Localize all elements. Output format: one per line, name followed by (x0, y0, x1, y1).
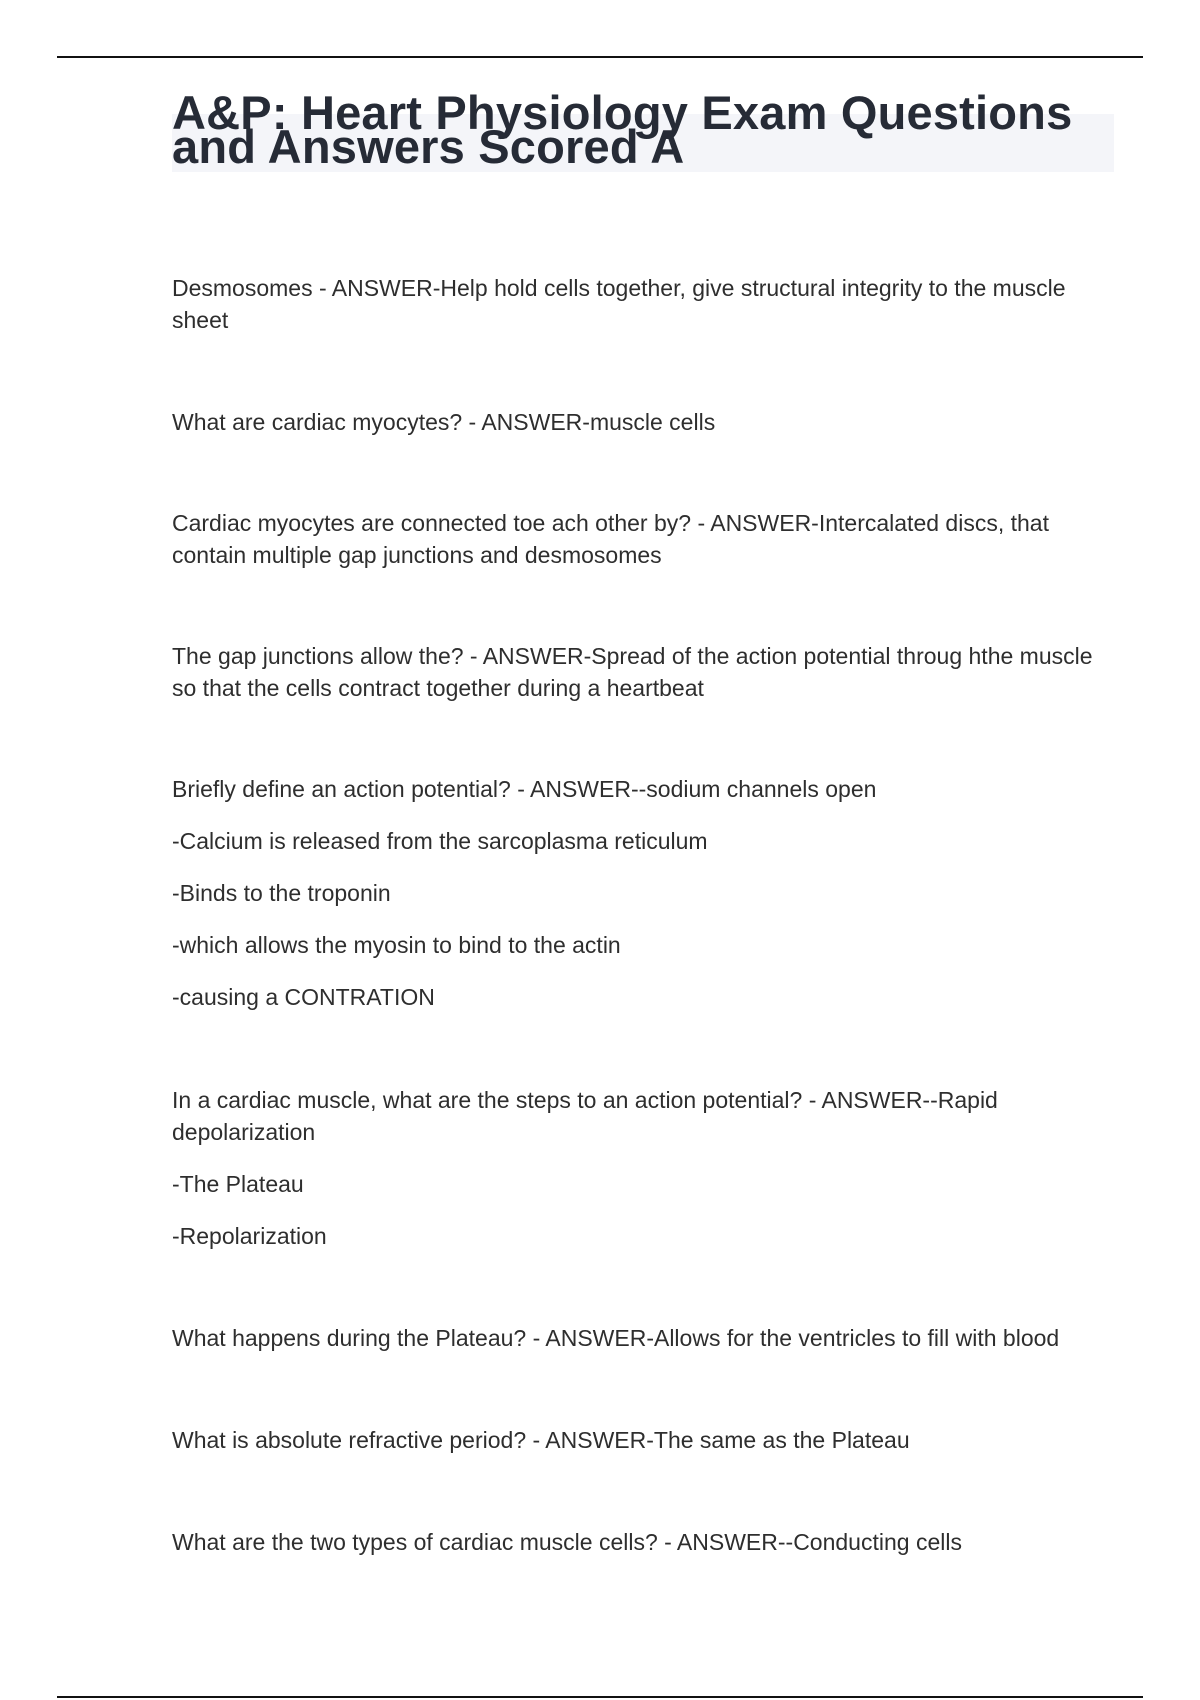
qa-entry (172, 272, 1122, 336)
qa-answer-line: -Calcium is released from the sarcoplasma reticulum (172, 828, 708, 854)
qa-entry (172, 1322, 1122, 1354)
qa-text: In a cardiac muscle, what are the steps to an action potential? - ANSWER--Rapid depolarization (172, 1087, 998, 1145)
bottom-rule (57, 1696, 1143, 1698)
qa-entry (172, 1084, 1122, 1252)
title-block (172, 86, 1114, 173)
qa-text: What are the two types of cardiac muscle cells? - ANSWER--Conducting cells (172, 1529, 962, 1555)
qa-answer-line: -causing a CONTRATION (172, 984, 435, 1010)
qa-entry (172, 1424, 1122, 1456)
qa-answer-line: -Binds to the troponin (172, 880, 391, 906)
qa-text: Desmosomes - ANSWER-Help hold cells together, give structural integrity to the muscle sheet (172, 275, 1066, 333)
qa-entry (172, 773, 1122, 1013)
document-title: A&P: Heart Physiology Exam Questions and Answers Scored A (172, 86, 1073, 173)
qa-text: What is absolute refractive period? - ANSWER-The same as the Plateau (172, 1427, 910, 1453)
qa-answer-line: -which allows the myosin to bind to the actin (172, 932, 621, 958)
qa-answer-line: -Repolarization (172, 1223, 327, 1249)
qa-entry (172, 507, 1122, 571)
qa-entry (172, 640, 1122, 704)
qa-answer-line: -The Plateau (172, 1171, 304, 1197)
qa-text: What happens during the Plateau? - ANSWER-Allows for the ventricles to fill with blood (172, 1325, 1060, 1351)
qa-text: The gap junctions allow the? - ANSWER-Spread of the action potential throug hthe muscle so that the cells contract together during a heartbeat (172, 643, 1093, 701)
qa-text: Cardiac myocytes are connected toe ach other by? - ANSWER-Intercalated discs, that contain multiple gap junctions and desmosomes (172, 510, 1049, 568)
qa-text: What are cardiac myocytes? - ANSWER-muscle cells (172, 409, 716, 435)
qa-text: Briefly define an action potential? - ANSWER--sodium channels open (172, 776, 877, 802)
qa-entry (172, 1526, 1122, 1558)
qa-entry (172, 406, 1122, 438)
top-rule (57, 56, 1143, 58)
